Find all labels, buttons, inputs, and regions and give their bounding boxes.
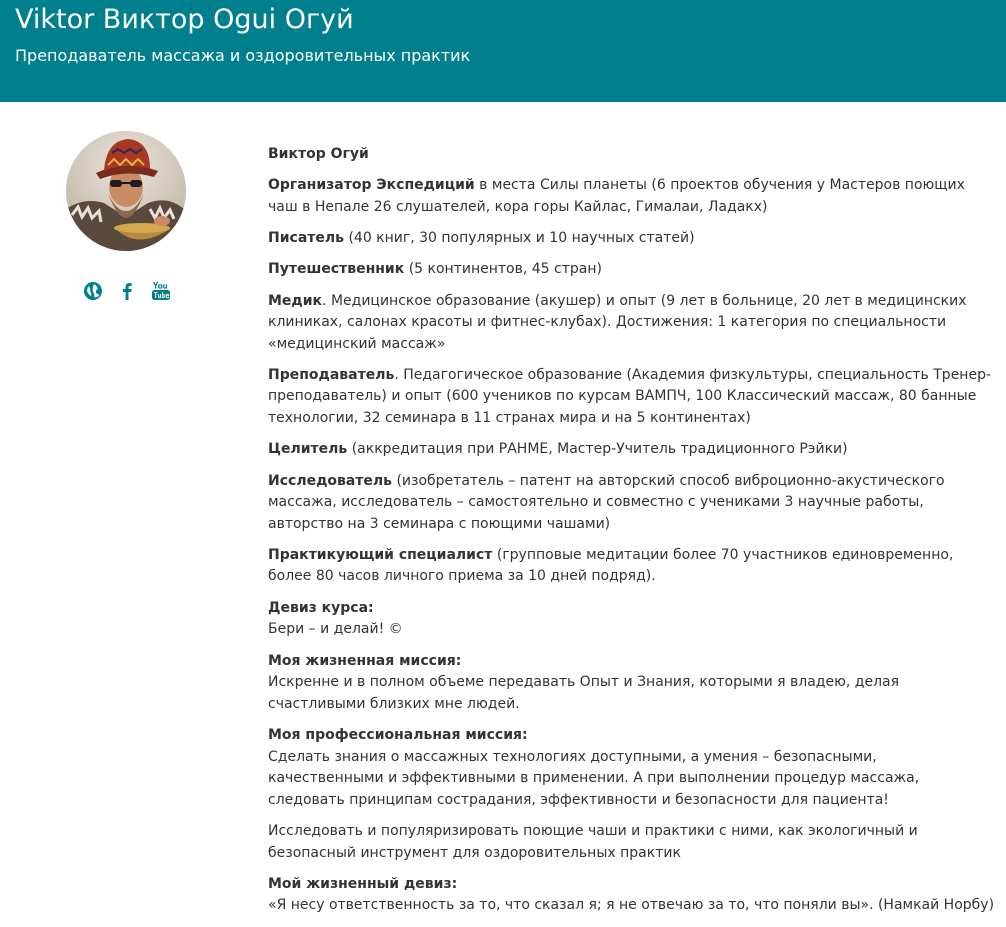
course-motto xyxy=(268,598,996,641)
profile-name-title: Viktor Виктор Ogui Огуй xyxy=(15,4,354,35)
research-paragraph: Исследовать и популяризировать поющие чаши и практики с ними, как экологичный и безопасный инструмент для оздоровительных практик xyxy=(268,823,918,861)
facebook-icon[interactable] xyxy=(116,280,138,302)
professional-mission-title: Моя профессиональная миссия: xyxy=(268,727,528,744)
role-text: . Медицинское образование (акушер) и опыт (9 лет в больнице, 20 лет в медицинских клиниках, салонах красоты и фитнес-клубах). Достижения: 1 категория по специальности «медицинский массаж» xyxy=(268,292,967,352)
role-text: в места Силы планеты (6 проектов обучения у Мастеров поющих чаш в Непале 26 слушателей, кора горы Кайлас, Гималаи, Ладакх) xyxy=(268,177,965,215)
globe-icon[interactable] xyxy=(82,280,104,302)
profile-subtitle: Преподаватель массажа и оздоровительных практик xyxy=(15,46,471,65)
professional-mission xyxy=(268,725,996,811)
course-motto-title: Девиз курса: xyxy=(268,599,374,616)
bio-name: Виктор Огуй xyxy=(268,146,369,162)
role-text: (40 книг, 30 популярных и 10 научных статей) xyxy=(344,230,695,247)
life-mission xyxy=(268,651,996,716)
role-title: Писатель xyxy=(268,230,344,247)
role-healer xyxy=(268,439,996,461)
role-writer xyxy=(268,228,996,250)
role-text: (5 континентов, 45 стран) xyxy=(404,261,602,278)
life-motto xyxy=(268,874,996,917)
role-text: (аккредитация при РАНМЕ, Мастер-Учитель традиционного Рэйки) xyxy=(347,441,848,458)
professional-mission-text: Сделать знания о массажных технологиях доступными, а умения – безопасными, качественными и эффективными в применении. А при выполнении процедур массажа, следовать принципам сострадания, эффективности и безопасности для пациента! xyxy=(268,748,920,808)
avatar xyxy=(66,131,186,251)
role-medic xyxy=(268,291,996,356)
role-expeditions xyxy=(268,175,996,218)
role-title: Медик xyxy=(268,292,323,309)
role-text: (групповые медитации более 70 участников единовременно, более 80 часов личного приема за 10 дней подряд). xyxy=(268,546,954,585)
role-traveler xyxy=(268,259,996,281)
role-text: . Педагогическое образование (Академия физкультуры, специальность Тренер-преподаватель) и опыт (600 учеников по курсам ВАМПЧ, 100 Классический массаж, 80 банные технологии, 32 семинара в 11 странах мира и на 5 континентах) xyxy=(268,366,992,426)
role-title: Организатор Экспедиций xyxy=(268,177,475,194)
youtube-icon[interactable] xyxy=(150,280,172,302)
course-motto-text: Бери – и делай! © xyxy=(268,621,403,638)
bio-name-paragraph xyxy=(268,144,996,166)
life-mission-title: Моя жизненная миссия: xyxy=(268,652,462,669)
bio-content xyxy=(268,144,996,927)
role-title: Целитель xyxy=(268,441,348,458)
life-mission-text: Искренне и в полном объеме передавать Опыт и Знания, которыми я владею, делая счастливыми близких мне людей. xyxy=(268,674,900,712)
page-header xyxy=(0,0,1006,102)
life-motto-title: Мой жизненный девиз: xyxy=(268,875,458,892)
role-title: Преподаватель xyxy=(268,366,395,383)
role-researcher xyxy=(268,471,996,536)
role-title: Исследователь xyxy=(268,472,393,489)
role-title: Практикующий специалист xyxy=(268,546,493,563)
social-links xyxy=(80,280,190,304)
role-practitioner xyxy=(268,545,996,588)
life-motto-text: «Я несу ответственность за то, что сказал я; я не отвечаю за то, что поняли вы». (Намкай Норбу) xyxy=(268,897,995,914)
role-title: Путешественник xyxy=(268,261,405,278)
role-teacher xyxy=(268,365,996,430)
role-text: (изобретатель – патент на авторский способ виброционно-акустического массажа, исследователь – самостоятельно и совместно с учениками 3 научные работы, авторство на 3 семинара с поющими чашами) xyxy=(268,472,945,532)
